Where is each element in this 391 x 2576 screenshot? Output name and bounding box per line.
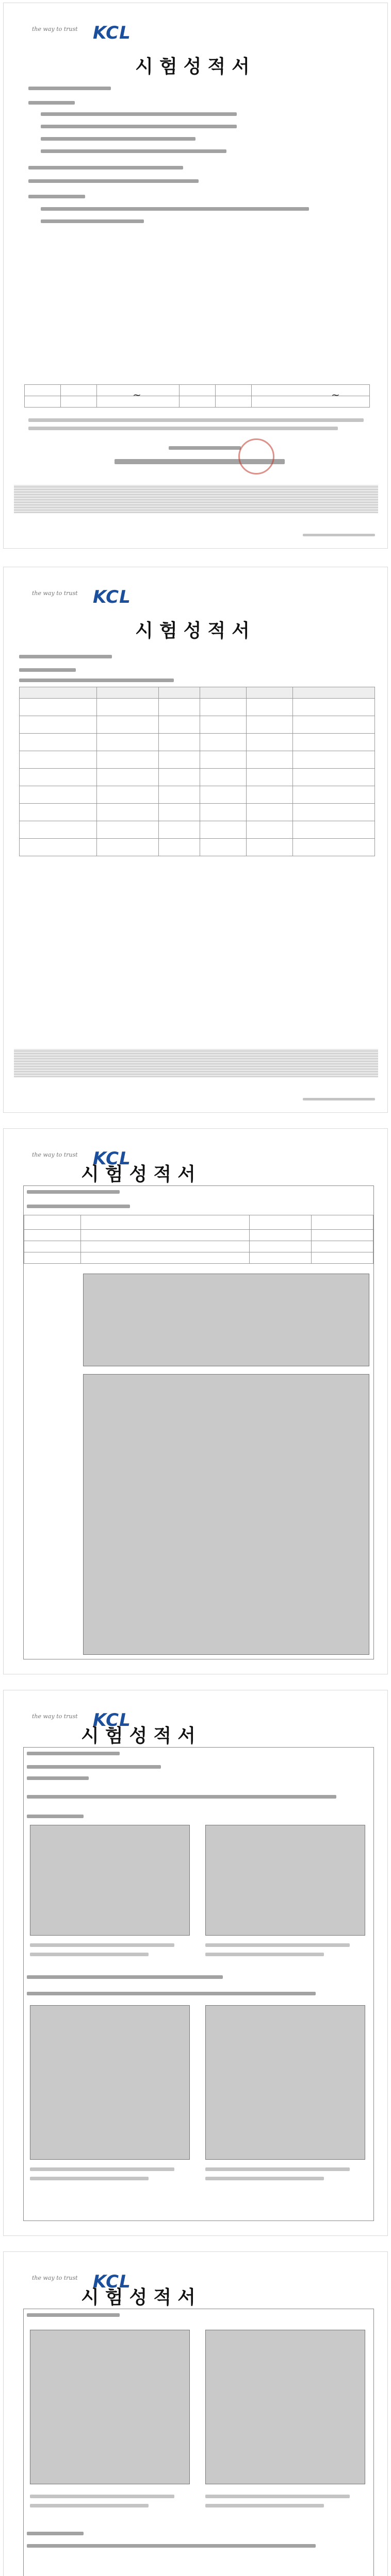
equipment-photo-4 <box>205 2005 365 2160</box>
page-title: 시험성적서 <box>81 1725 202 1747</box>
equipment-photo-3 <box>30 2005 190 2160</box>
page-4 <box>3 1690 388 2236</box>
kcl-logo: the way to trust KCL <box>32 2272 131 2292</box>
page-3 <box>3 1128 388 1674</box>
test-setup-photo <box>83 1374 369 1655</box>
page-1 <box>3 3 388 549</box>
page-title: 시험성적서 <box>81 2287 202 2308</box>
page-title: 시험성적서 <box>135 56 256 77</box>
test-content-box <box>23 1185 374 1659</box>
kcl-logo: the way to trust KCL <box>32 1710 131 1731</box>
kcl-logo: the way to trust KCL <box>32 23 131 43</box>
seal-stamp-icon <box>238 438 274 474</box>
footer-bar <box>14 1049 378 1077</box>
results-table <box>19 687 375 856</box>
test-content-box <box>23 1747 374 2221</box>
page-5 <box>3 2251 388 2576</box>
equipment-photo-1 <box>30 1825 190 1936</box>
equipment-photo-5 <box>30 2330 190 2484</box>
page-title: 시험성적서 <box>81 1164 202 1185</box>
page-2 <box>3 567 388 1113</box>
specimen-photo <box>83 1274 369 1366</box>
signature-1: ~ <box>133 388 141 401</box>
approval-table <box>24 384 370 408</box>
page-title: 시험성적서 <box>135 620 256 641</box>
signature-2: ~ <box>331 388 340 401</box>
equipment-photo-2 <box>205 1825 365 1936</box>
footer-bar <box>14 485 378 513</box>
kcl-logo: the way to trust KCL <box>32 1148 131 1169</box>
kcl-logo: the way to trust KCL <box>32 587 131 607</box>
test-content-box <box>23 2309 374 2576</box>
equipment-photo-6 <box>205 2330 365 2484</box>
